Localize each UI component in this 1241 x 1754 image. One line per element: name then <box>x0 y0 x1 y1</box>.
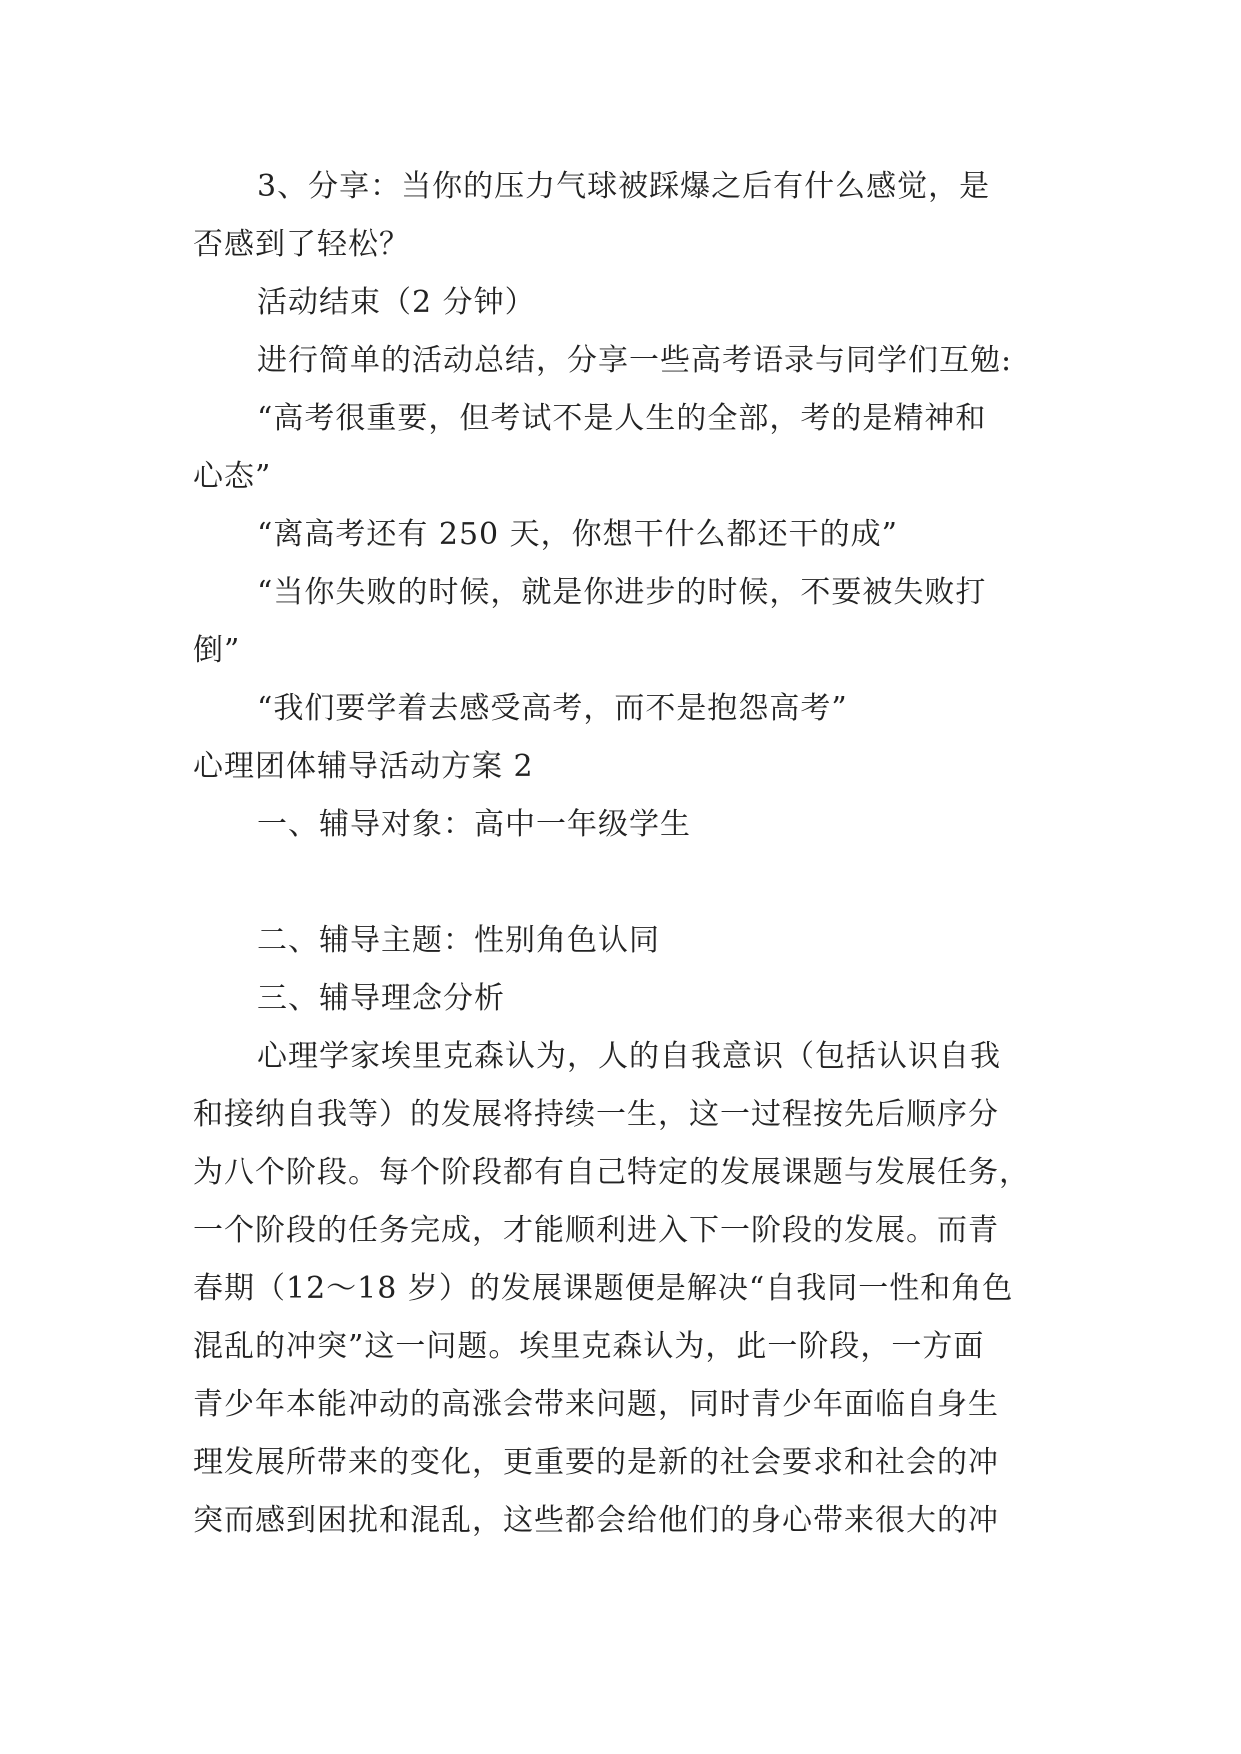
paragraph-line: 否感到了轻松？ <box>193 227 410 262</box>
paragraph-line: 春期（12～18 岁）的发展课题便是解决“自我同一性和角色 <box>193 1271 1014 1306</box>
quote-line: 心态” <box>193 459 272 494</box>
quote-line: “离高考还有 250 天，你想干什么都还干的成” <box>257 517 899 552</box>
section-heading: 三、辅导理念分析 <box>257 981 505 1016</box>
section-heading: 活动结束（2 分钟） <box>257 285 536 320</box>
paragraph-line: 进行简单的活动总结，分享一些高考语录与同学们互勉: <box>257 343 1013 378</box>
quote-line: “我们要学着去感受高考，而不是抱怨高考” <box>257 691 848 726</box>
section-heading: 一、辅导对象：高中一年级学生 <box>257 807 691 842</box>
paragraph-line: 和接纳自我等）的发展将持续一生，这一过程按先后顺序分 <box>193 1097 999 1132</box>
quote-line: “当你失败的时候，就是你进步的时候，不要被失败打 <box>257 575 987 610</box>
quote-line: 倒” <box>193 633 241 668</box>
paragraph-line: 青少年本能冲动的高涨会带来问题，同时青少年面临自身生 <box>193 1387 999 1422</box>
paragraph-line: 混乱的冲突”这一问题。埃里克森认为，此一阶段，一方面 <box>193 1329 985 1364</box>
paragraph-line: 3、分享：当你的压力气球被踩爆之后有什么感觉，是 <box>257 169 991 204</box>
paragraph-line: 突而感到困扰和混乱，这些都会给他们的身心带来很大的冲 <box>193 1503 999 1538</box>
quote-line: “高考很重要，但考试不是人生的全部，考的是精神和 <box>257 401 987 436</box>
paragraph-line: 一个阶段的任务完成，才能顺利进入下一阶段的发展。而青 <box>193 1213 999 1248</box>
document-title: 心理团体辅导活动方案 2 <box>193 749 534 784</box>
paragraph-line: 为八个阶段。每个阶段都有自己特定的发展课题与发展任务， <box>193 1155 1030 1190</box>
section-heading: 二、辅导主题：性别角色认同 <box>257 923 660 958</box>
paragraph-line: 心理学家埃里克森认为，人的自我意识（包括认识自我 <box>257 1039 1001 1074</box>
paragraph-line: 理发展所带来的变化，更重要的是新的社会要求和社会的冲 <box>193 1445 999 1480</box>
